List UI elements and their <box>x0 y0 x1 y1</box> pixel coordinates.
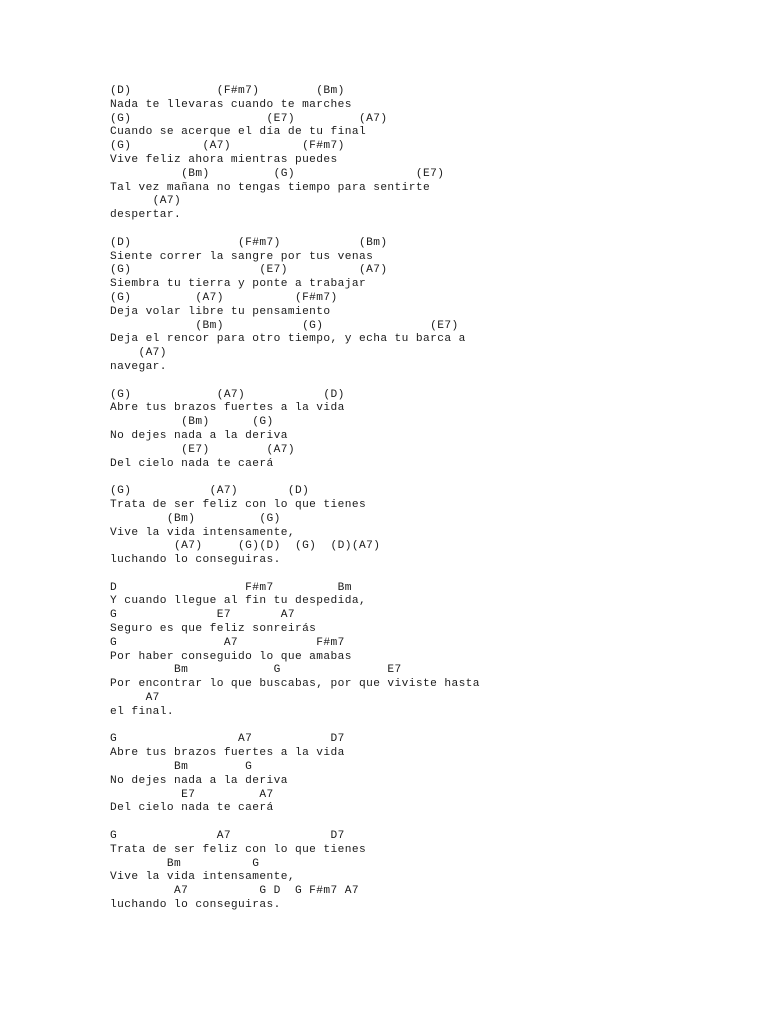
chord-line: Bm G <box>110 761 253 774</box>
lyric-line: Trata de ser feliz con lo que tienes <box>110 843 367 856</box>
chord-line: (E7) (A7) <box>110 443 295 456</box>
chord-line: (Bm) (G) <box>110 416 274 429</box>
lyric-line: Vive feliz ahora mientras puedes <box>110 153 338 166</box>
lyric-line: Siembra tu tierra y ponte a trabajar <box>110 278 367 291</box>
lyric-line: Abre tus brazos fuertes a la vida <box>110 747 345 760</box>
lyric-line: Seguro es que feliz sonreirás <box>110 623 317 636</box>
song-sheet <box>110 85 750 913</box>
lyric-line: No dejes nada a la deriva <box>110 774 288 787</box>
chord-line: A7 <box>110 692 160 705</box>
chord-line: (D) (F#m7) (Bm) <box>110 236 388 249</box>
chord-line: (A7) (G)(D) (G) (D)(A7) <box>110 540 381 553</box>
lyric-line: No dejes nada a la deriva <box>110 429 288 442</box>
lyric-line: Vive la vida intensamente, <box>110 871 295 884</box>
stanza <box>110 830 750 913</box>
lyric-line: Trata de ser feliz con lo que tienes <box>110 498 367 511</box>
stanza-gap <box>110 471 750 485</box>
chord-line: (G) (A7) (D) <box>110 485 310 498</box>
lyric-line: Del cielo nada te caerá <box>110 802 274 815</box>
chord-line: (Bm) (G) <box>110 512 281 525</box>
chord-line: G E7 A7 <box>110 609 295 622</box>
chord-line: (G) (E7) (A7) <box>110 264 388 277</box>
chord-line: (G) (A7) (D) <box>110 388 345 401</box>
stanza <box>110 389 750 472</box>
stanza-gap <box>110 816 750 830</box>
stanza <box>110 485 750 568</box>
chord-line: (A7) <box>110 195 182 208</box>
stanza <box>110 85 750 223</box>
lyric-line: Cuando se acerque el día de tu final <box>110 126 367 139</box>
stanza-gap <box>110 223 750 237</box>
chord-line: (Bm) (G) (E7) <box>110 167 445 180</box>
lyric-line: Deja volar libre tu pensamiento <box>110 305 331 318</box>
stanza <box>110 237 750 375</box>
chord-line: (G) (A7) (F#m7) <box>110 140 345 153</box>
chord-line: G A7 D7 <box>110 733 345 746</box>
lyric-line: Nada te llevaras cuando te marches <box>110 98 352 111</box>
chord-line: (A7) <box>110 347 167 360</box>
stanza-gap <box>110 568 750 582</box>
chord-line: G A7 D7 <box>110 830 345 843</box>
stanza <box>110 582 750 720</box>
chord-line: D F#m7 Bm <box>110 581 352 594</box>
lyric-line: el final. <box>110 705 175 718</box>
chord-line: G A7 F#m7 <box>110 636 345 649</box>
lyric-line: Vive la vida intensamente, <box>110 526 295 539</box>
chord-line: (G) (E7) (A7) <box>110 112 388 125</box>
lyric-line: Abre tus brazos fuertes a la vida <box>110 402 345 415</box>
lyric-line: Deja el rencor para otro tiempo, y echa tu barca a <box>110 333 466 346</box>
chord-line: (G) (A7) (F#m7) <box>110 291 338 304</box>
lyric-line: Y cuando llegue al fin tu despedida, <box>110 595 367 608</box>
chord-line: (D) (F#m7) (Bm) <box>110 85 345 97</box>
chord-line: Bm G E7 <box>110 664 402 677</box>
chord-line: A7 G D G F#m7 A7 <box>110 885 359 898</box>
chord-line: E7 A7 <box>110 788 274 801</box>
stanza <box>110 733 750 816</box>
lyric-line: Por haber conseguido lo que amabas <box>110 650 352 663</box>
stanza-gap <box>110 720 750 734</box>
chord-line: (Bm) (G) (E7) <box>110 319 459 332</box>
stanza-gap <box>110 375 750 389</box>
chord-line: Bm G <box>110 857 260 870</box>
lyric-line: navegar. <box>110 360 167 373</box>
lyric-line: Del cielo nada te caerá <box>110 457 274 470</box>
lyric-line: Siente correr la sangre por tus venas <box>110 250 374 263</box>
lyric-line: luchando lo conseguiras. <box>110 899 281 912</box>
lyric-line: Tal vez mañana no tengas tiempo para sentirte <box>110 181 431 194</box>
lyric-line: despertar. <box>110 209 182 222</box>
lyric-line: Por encontrar lo que buscabas, por que viviste hasta <box>110 678 480 691</box>
lyric-line: luchando lo conseguiras. <box>110 554 281 567</box>
